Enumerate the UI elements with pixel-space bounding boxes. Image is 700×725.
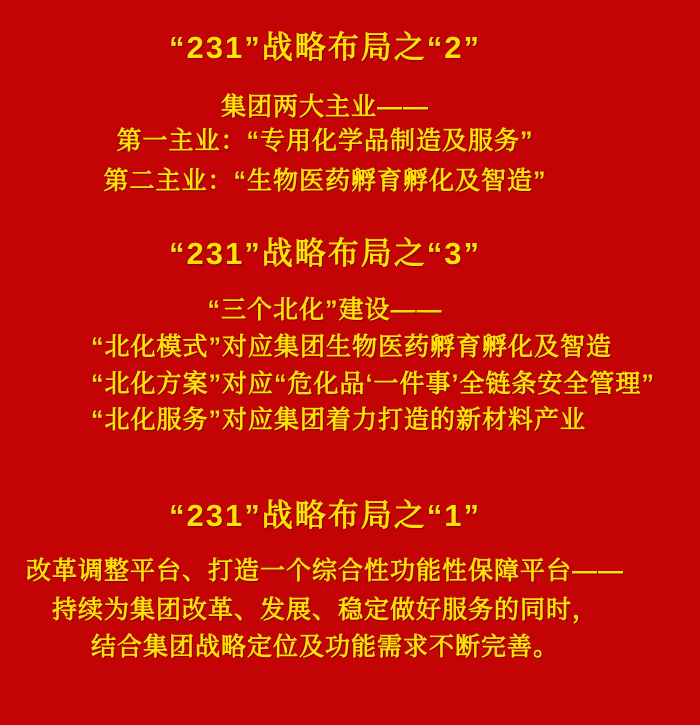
section-3-intro: “三个北化”建设——	[207, 296, 443, 324]
section-1-intro: 改革调整平台、打造一个综合性功能性保障平台——	[25, 557, 624, 585]
section-2-line-secondary-business: 第二主业：“生物医药孵育孵化及智造”	[103, 167, 547, 195]
section-2-line-primary-business: 第一主业：“专用化学品制造及服务”	[116, 127, 534, 155]
section-1-title: “231”战略布局之“1”	[169, 498, 481, 533]
section-3-line-beihua-model: “北化模式”对应集团生物医药孵育孵化及智造	[91, 333, 613, 361]
section-3-line-beihua-service: “北化服务”对应集团着力打造的新材料产业	[91, 406, 587, 434]
section-3-title: “231”战略布局之“3”	[169, 236, 481, 271]
section-1-line-service: 持续为集团改革、发展、稳定做好服务的同时，	[51, 596, 598, 624]
section-2-title: “231”战略布局之“2”	[169, 30, 481, 65]
section-1-line-improve: 结合集团战略定位及功能需求不断完善。	[90, 633, 559, 661]
section-2-intro: 集团两大主业——	[220, 93, 429, 121]
section-3-line-beihua-plan: “北化方案”对应“危化品‘一件事’全链条安全管理”	[91, 370, 655, 398]
